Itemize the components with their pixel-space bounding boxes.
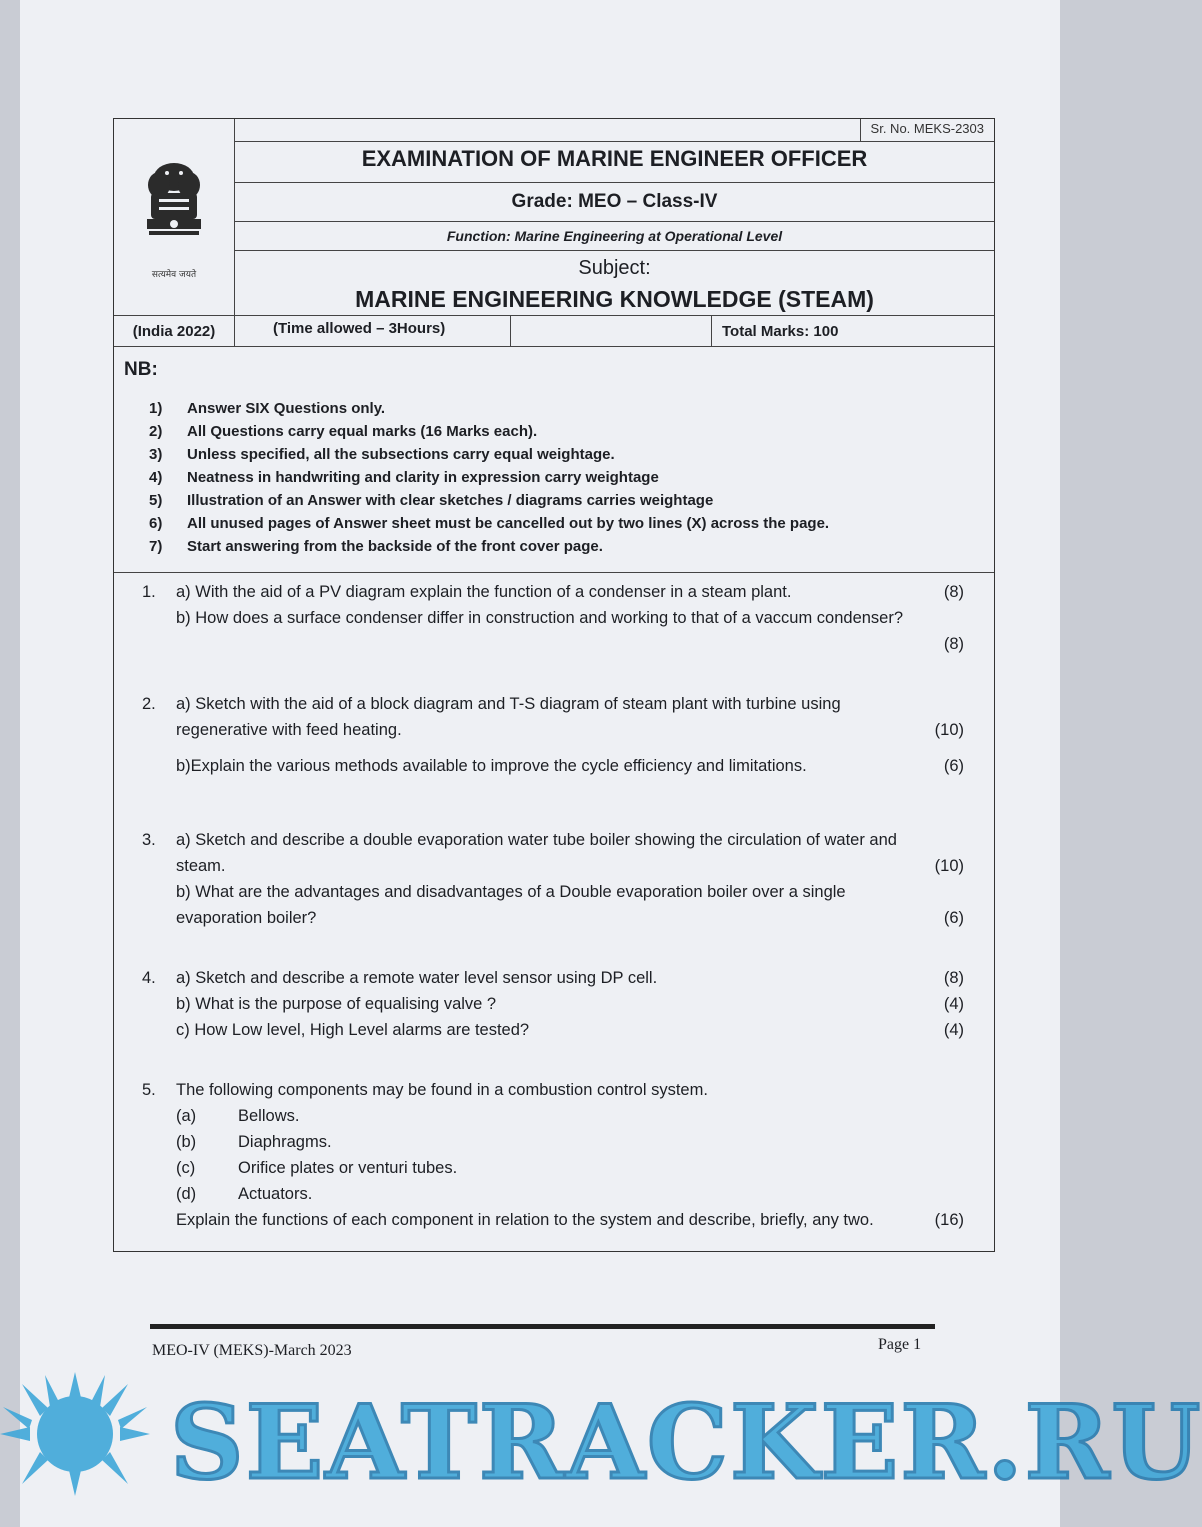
subject-cell [235, 251, 994, 315]
instructions-list [124, 397, 984, 558]
watermark-text: SEATRACKER.RU [170, 1383, 1202, 1503]
question-outro: Explain the functions of each component in relation to the system and describe, briefly, any two. [176, 1211, 874, 1229]
page-number: Page 1 [878, 1336, 922, 1353]
subject-title: MARINE ENGINEERING KNOWLEDGE (STEAM) [355, 286, 874, 312]
national-emblem-icon [137, 155, 211, 265]
total-marks-label: Total Marks: 100 [722, 322, 839, 340]
question-part: b) How does a surface condenser differ in construction and working to that of a vaccum condenser? [176, 609, 904, 627]
function-label: Function: Marine Engineering at Operational Level [235, 222, 994, 251]
question-part: a) Sketch and describe a remote water level sensor using DP cell. [176, 969, 658, 987]
instruction-item: 2) All Questions carry equal marks (16 Marks each). [149, 423, 538, 440]
questions-section [114, 573, 994, 1251]
instruction-item: 1) Answer SIX Questions only. [149, 400, 386, 417]
subject-label: Subject: [578, 257, 651, 279]
time-allowed-label: (Time allowed – 3Hours) [235, 316, 511, 346]
question-part: c) How Low level, High Level alarms are tested? [176, 1021, 530, 1039]
marks: (16) [934, 1211, 964, 1229]
empty-info-cell [511, 316, 712, 346]
question-part: b) What is the purpose of equalising valve ? [176, 995, 497, 1013]
list-item: (b) Diaphragms. [176, 1133, 332, 1151]
question-part: a) Sketch with the aid of a block diagram and T-S diagram of steam plant with turbine using regenerative with feed heating. [176, 695, 841, 739]
grade-label: Grade: MEO – Class-IV [235, 183, 994, 222]
question-4 [142, 965, 964, 1043]
footer-code: MEO-IV (MEKS)-March 2023 [152, 1342, 352, 1359]
marks: (10) [934, 857, 964, 875]
marks: (4) [943, 995, 964, 1013]
question-number: 3. [142, 831, 156, 849]
header-row [114, 119, 994, 316]
list-item: (d) Actuators. [176, 1185, 313, 1203]
emblem-cell [114, 119, 235, 315]
instruction-item: 7) Start answering from the backside of the front cover page. [149, 538, 603, 555]
question-number: 5. [142, 1081, 156, 1099]
question-1 [142, 579, 964, 657]
question-number: 2. [142, 695, 156, 713]
marks: (10) [934, 721, 964, 739]
question-part: b) What are the advantages and disadvantages of a Double evaporation boiler over a single evaporation boiler? [176, 883, 846, 927]
question-intro: The following components may be found in a combustion control system. [176, 1081, 708, 1099]
instruction-item: 3) Unless specified, all the subsections carry equal weightage. [149, 446, 615, 463]
list-item: (c) Orifice plates or venturi tubes. [176, 1159, 458, 1177]
instructions-title: NB: [124, 359, 158, 380]
serial-number: Sr. No. MEKS-2303 [860, 119, 994, 141]
emblem-caption: सत्यमेव जयते [151, 269, 197, 280]
exam-title: EXAMINATION OF MARINE ENGINEER OFFICER [235, 142, 994, 183]
marks: (6) [943, 909, 964, 927]
question-3 [142, 827, 964, 931]
marks: (6) [943, 757, 964, 775]
question-part: b)Explain the various methods available to improve the cycle efficiency and limitations. [176, 757, 807, 775]
header-text-column [235, 119, 994, 315]
marks: (8) [943, 583, 964, 601]
list-item: (a) Bellows. [176, 1107, 300, 1125]
edition-label: (India 2022) [114, 316, 235, 346]
question-number: 1. [142, 583, 156, 601]
instructions-section [114, 347, 994, 573]
exam-info-row [114, 316, 994, 347]
question-part: a) Sketch and describe a double evaporation water tube boiler showing the circulation of water and steam. [176, 831, 897, 875]
instruction-item: 5) Illustration of an Answer with clear sketches / diagrams carries weightage [149, 492, 714, 509]
footer-rule [150, 1324, 935, 1329]
instruction-item: 6) All unused pages of Answer sheet must be cancelled out by two lines (X) across the page. [149, 515, 830, 532]
serial-number-cell [235, 119, 994, 142]
marks: (8) [943, 969, 964, 987]
question-5 [142, 1077, 964, 1233]
marks: (8) [943, 635, 964, 653]
exam-header-frame [113, 118, 995, 1252]
question-part: a) With the aid of a PV diagram explain the function of a condenser in a steam plant. [176, 583, 792, 601]
question-2 [142, 691, 964, 779]
instruction-item: 4) Neatness in handwriting and clarity in expression carry weightage [149, 469, 659, 486]
marks: (4) [943, 1021, 964, 1039]
question-number: 4. [142, 969, 156, 987]
